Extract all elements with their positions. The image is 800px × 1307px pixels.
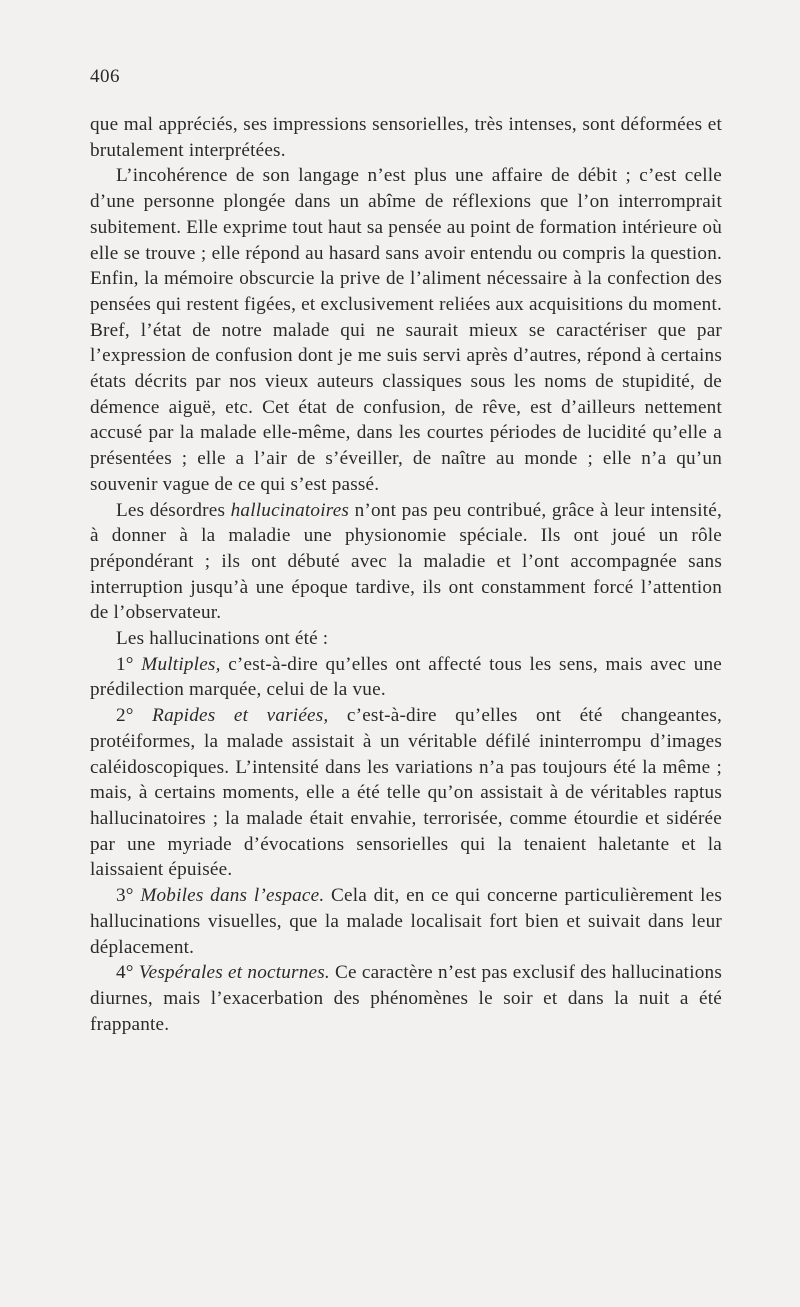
list-item-mobile-in-space — [90, 883, 722, 960]
paragraph-text: Cela dit, en ce qui concerne particulièrement les hallucinations visuelles, que la malade localisait fort bien et suivait dans leur déplacement. — [90, 885, 722, 958]
emphasis-term: hallucinatoires — [230, 499, 350, 521]
paragraph-continuation: que mal appréciés, ses impressions sensorielles, très intenses, sont déformées et brutalement interprétées. — [90, 114, 722, 161]
emphasis-term: Mobiles dans l’espace. — [140, 885, 325, 907]
paragraph-hallucinations-intro: Les hallucinations ont été : — [116, 628, 329, 650]
page-number: 406 — [90, 66, 120, 87]
paragraph-text: Ce caractère n’est pas exclusif des hallucinations diurnes, mais l’exacerbation des phénomènes le soir et dans la nuit a été frappante. — [90, 962, 722, 1035]
list-item-evening-nocturnal — [90, 960, 722, 1037]
paragraph-text: Les désordres — [116, 499, 231, 521]
list-marker: 4° — [116, 962, 139, 984]
list-item-rapid-varied — [90, 703, 722, 883]
paragraph-text: c’est-à-dire qu’elles ont été changeantes, protéiformes, la malade assistait à un véritable défilé ininterrompu d’images caléidoscopiques. L’intensité dans les variations n’a pas toujours été la même ; mais, à certains moments, elle a été telle qu’on assistait à de véritables raptus hallucinatoires ; la malade était envahie, terrorisée, comme étourdie et sidérée par une myriade d’évocations sensorielles qui la tenaient haletante et la laissaient épuisée. — [90, 705, 722, 881]
list-marker: 2° — [116, 705, 153, 727]
paragraph-text: n’ont pas peu contribué, grâce à leur intensité, à donner à la maladie une physionomie spéciale. Ils ont joué un rôle prépondérant ; ils ont débuté avec la maladie et l’ont accompagnée sans interruption jusqu’à une époque tardive, ils ont constamment forcé l’attention de l’observateur. — [90, 499, 722, 624]
emphasis-term: Rapides et variées, — [152, 705, 329, 727]
list-marker: 3° — [116, 885, 141, 907]
paragraph-incoherence: L’incohérence de son langage n’est plus une affaire de débit ; c’est celle d’une personne plongée dans un abîme de réflexions que l’on interromprait subitement. Elle exprime tout haut sa pensée au point de formation intérieure où elle se trouve ; elle répond au hasard sans avoir entendu ou compris la question. Enfin, la mémoire obscurcie la prive de l’aliment nécessaire à la confection des pensées qui restent figées, et exclusivement reliées aux acquisitions du moment. Bref, l’état de notre malade qui ne saurait mieux se caractériser que par l’expression de confusion dont je me suis servi après d’autres, répond à certains états décrits par nos vieux auteurs classiques sous les noms de stupidité, de démence aiguë, etc. Cet état de confusion, de rêve, est d’ailleurs nettement accusé par la malade elle-même, dans les courtes périodes de lucidité qu’elle a présentées ; elle a l’air de s’éveiller, de naître au monde ; elle n’a qu’un souvenir vague de ce qui s’est passé. — [90, 165, 722, 495]
list-item-multiple — [90, 652, 722, 703]
paragraph-text: c’est-à-dire qu’elles ont affecté tous les sens, mais avec une prédilection marquée, celui de la vue. — [90, 653, 722, 701]
list-marker: 1° — [116, 653, 142, 675]
emphasis-term: Multiples, — [141, 653, 221, 675]
paragraph-hallucinatory-disorders — [90, 498, 722, 627]
body-text — [90, 112, 722, 1037]
emphasis-term: Vespérales et nocturnes. — [138, 962, 330, 984]
